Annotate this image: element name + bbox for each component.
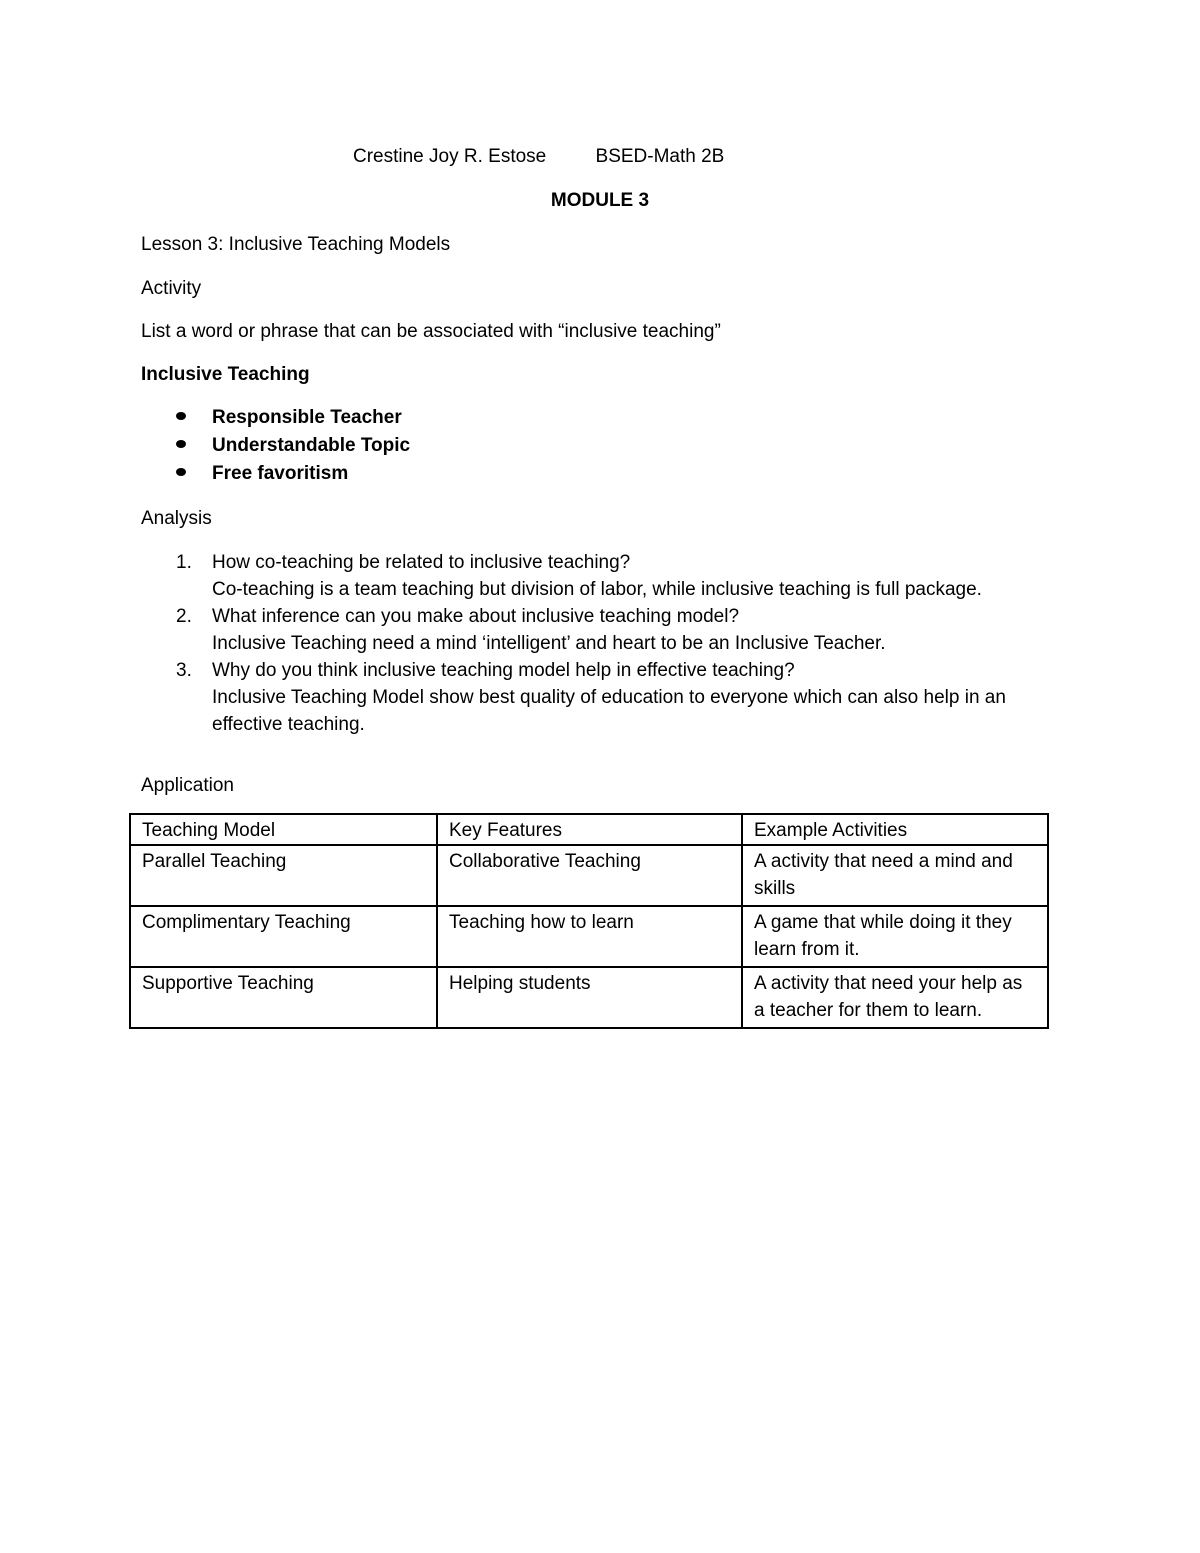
item-number: 2. (176, 606, 192, 627)
activity-instruction: List a word or phrase that can be associated with “inclusive teaching” (141, 321, 721, 342)
list-item (141, 432, 410, 460)
analysis-answer: Inclusive Teaching need a mind ‘intelligent’ and heart to be an Inclusive Teacher. (212, 633, 886, 654)
table-header-row (130, 814, 1048, 845)
column-header: Teaching Model (130, 814, 437, 845)
table-cell: A activity that need a mind and skills (742, 845, 1048, 906)
list-item (141, 460, 410, 488)
bullet-icon (176, 440, 186, 448)
analysis-heading: Analysis (141, 508, 212, 529)
bullet-icon (176, 412, 186, 420)
analysis-question: Why do you think inclusive teaching model help in effective teaching? (212, 660, 795, 681)
item-number: 3. (176, 660, 192, 681)
item-number: 1. (176, 552, 192, 573)
table-cell: Supportive Teaching (130, 967, 437, 1028)
list-item-text: Understandable Topic (212, 435, 411, 456)
analysis-question: What inference can you make about inclusive teaching model? (212, 606, 740, 627)
activity-word-list (141, 404, 410, 488)
application-table (129, 813, 1049, 1029)
table-cell: Teaching how to learn (437, 906, 742, 967)
table-cell: Parallel Teaching (130, 845, 437, 906)
table-cell: A game that while doing it they learn from it. (742, 906, 1048, 967)
module-title: MODULE 3 (550, 190, 650, 211)
table-row (130, 906, 1048, 967)
analysis-item (141, 603, 1061, 657)
list-item-text: Responsible Teacher (212, 407, 402, 428)
list-item-text: Free favoritism (212, 463, 349, 484)
lesson-title: Lesson 3: Inclusive Teaching Models (141, 234, 451, 255)
analysis-item (141, 549, 1061, 603)
table-cell: Complimentary Teaching (130, 906, 437, 967)
activity-heading: Activity (141, 278, 202, 299)
analysis-answer: Co-teaching is a team teaching but division of labor, while inclusive teaching is full package. (212, 579, 982, 600)
header-line (353, 143, 724, 170)
analysis-answer: Inclusive Teaching Model show best quality of education to everyone which can also help in an effective teaching. (212, 687, 1006, 735)
list-item (141, 404, 410, 432)
analysis-list (141, 549, 1061, 738)
course-section: BSED-Math 2B (595, 146, 725, 167)
table-row (130, 845, 1048, 906)
table-cell: Helping students (437, 967, 742, 1028)
bullet-icon (176, 468, 186, 476)
student-name: Crestine Joy R. Estose (353, 146, 547, 167)
analysis-item (141, 657, 1061, 738)
table-row (130, 967, 1048, 1028)
application-heading: Application (141, 775, 234, 796)
activity-subheading: Inclusive Teaching (141, 364, 310, 385)
column-header: Key Features (437, 814, 742, 845)
column-header: Example Activities (742, 814, 1048, 845)
table-cell: A activity that need your help as a teacher for them to learn. (742, 967, 1048, 1028)
analysis-question: How co-teaching be related to inclusive teaching? (212, 552, 631, 573)
table-cell: Collaborative Teaching (437, 845, 742, 906)
